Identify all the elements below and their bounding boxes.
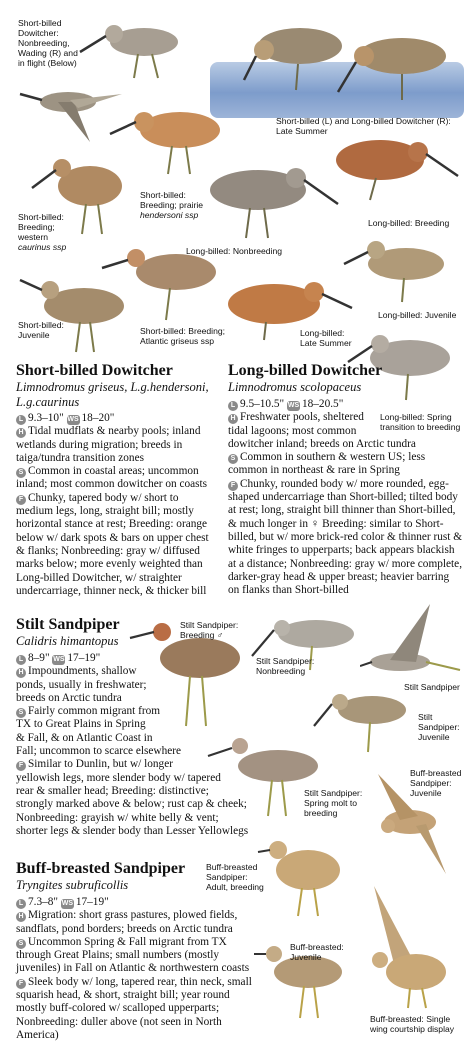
caption-long-billed-spring: Long-billed: Spring transition to breeding	[380, 412, 461, 432]
caption-long-billed-breeding: Long-billed: Breeding	[368, 218, 450, 228]
length-icon: L	[16, 415, 26, 425]
caption-short-billed-juvenile: Short-billed: Juvenile	[18, 320, 64, 340]
species-title-stilt: Stilt Sandpiper	[16, 616, 120, 633]
short-billed-nonbreeding-wading-illustration	[78, 12, 198, 84]
long-billed-breeding-illustration	[326, 132, 461, 202]
wingspan-icon: WS	[61, 900, 73, 907]
long-billed-juvenile-illustration	[342, 232, 462, 304]
buff-breasted-adult-illustration	[252, 830, 362, 920]
buff-breasted-courtship-illustration	[354, 880, 464, 1010]
wingspan-icon: WS	[53, 656, 65, 663]
caption-long-billed-juvenile: Long-billed: Juvenile	[378, 310, 457, 320]
caption-buff-juvenile-flight: Buff-breasted Sandpiper: Juvenile	[410, 768, 462, 798]
species-title-long-billed: Long-billed Dowitcher	[228, 362, 383, 379]
habitat-icon: H	[16, 912, 26, 922]
habitat-icon: H	[228, 414, 238, 424]
scientific-name-short-billed: Limnodromus griseus, L.g.hendersoni, L.g.caurinus	[16, 380, 209, 409]
field-marks-icon: F	[228, 481, 238, 491]
long-billed-nonbreeding-illustration	[196, 158, 341, 240]
status-icon: S	[228, 454, 238, 464]
length-icon: L	[16, 899, 26, 909]
species-text-buff-breasted: L 7.3–8" WS 17–19" H Migration: short grass pastures, plowed fields, sandflats, pond borders; breeds on Arctic tundra S Uncommon Spring & Fall migrant from TX through Great Plains; small numbers (mostly juveniles) in Fall on Atlantic & northwestern coasts F Sleek body w/ long, tapered rear, thin neck, small squarish head, & short, straight bill; year round mostly buff-colored w/ scalloped upperparts; Nonbreeding: duller above (not seen in North America)	[16, 896, 252, 1041]
caption-buff-courtship: Buff-breasted: Single wing courtship display	[370, 1014, 455, 1034]
caption-stilt-nonbreeding: Stilt Sandpiper: Nonbreeding	[256, 656, 315, 676]
species-text-short-billed: L 9.3–10" WS 18–20" H Tidal mudflats & nearby pools; inland wetlands during migration; breeds in taiga/tundra transition zones S Common in coastal areas; uncommon inland; most common dowitcher on coasts F Chunky, tapered body w/ short to medium legs, long, straight bill; mostly horizontal stance at rest; Breeding: orange below w/ dark spots & bars on upper chest & flanks; Nonbreeding: gray w/ diffused marks below; more evenly weighted than Long-billed Dowitcher, w/ straighter undercarriage, thinner neck, & thicker bill	[16, 412, 209, 597]
scientific-name-long-billed: Limnodromus scolopaceus	[228, 380, 362, 394]
field-marks-icon: F	[16, 761, 26, 771]
caption-buff-juvenile: Buff-breasted: Juvenile	[290, 942, 344, 962]
caption-stilt-breeding: Stilt Sandpiper: Breeding ♂	[180, 620, 239, 640]
species-text-long-billed: L 9.5–10.5" WS 18–20.5" H Freshwater pools, sheltered tidal lagoons; most common dowitcher inland; breeds on Arctic tundra S Common in southern & western US; less common in northeast & rare in Spring F Chunky, rounded body w/ more rounded, egg- shaped undercarriage than Short-billed; tilted body at rest; long, straight bill thinner than Short-billed, & much longer in ♀ Breeding: similar to Short- billed, but w/ more brick-red color & thinner rust & white fringes to upperparts; back appears blackish at a distance; Nonbreeding: gray w/ more complete, darker-gray head & upper breast; heavier barring on flanks than Short-billed	[228, 398, 463, 597]
species-title-short-billed: Short-billed Dowitcher	[16, 362, 173, 379]
field-marks-icon: F	[16, 979, 26, 989]
species-text-stilt: L 8–9" WS 17–19" H Impoundments, shallow ponds, usually in freshwater; breeds on Arctic tundra S Fairly common migrant from TX to Great Plains in Spring & Fall, & on Atlantic Coast in Fall; uncommon to scarce elsewhere F Similar to Dunlin, but w/ longer yellowish legs, more slender body w/ tapered rear & smaller head; Breeding: distinctive; strongly marked above & below; rust cap & cheek; Nonbreeding: grayish w/ white belly & vent; shorter legs & slender body than Lesser Yellowlegs	[16, 652, 249, 837]
caption-buff-adult: Buff-breasted Sandpiper: Adult, breeding	[206, 862, 264, 892]
length-icon: L	[16, 655, 26, 665]
scientific-name-stilt: Calidris himantopus	[16, 634, 119, 648]
habitat-icon: H	[16, 428, 26, 438]
caption-dowitchers-late-summer: Short-billed (L) and Long-billed Dowitcher (R): Late Summer	[276, 116, 451, 136]
status-icon: S	[16, 939, 26, 949]
caption-long-billed-nonbreeding: Long-billed: Nonbreeding	[186, 246, 283, 256]
caption-long-billed-late-summer: Long-billed: Late Summer	[300, 328, 352, 348]
caption-stilt-flight: Stilt Sandpiper	[404, 682, 460, 692]
scientific-name-buff-breasted: Tryngites subruficollis	[16, 878, 129, 892]
wingspan-icon: WS	[287, 402, 300, 409]
wingspan-icon: WS	[67, 416, 79, 423]
length-icon: L	[228, 401, 238, 411]
habitat-icon: H	[16, 668, 26, 678]
caption-short-billed-western: Short-billed: Breeding; western caurinus ssp	[18, 212, 67, 252]
field-marks-icon: F	[16, 495, 26, 505]
status-icon: S	[16, 708, 26, 718]
stilt-sandpiper-flight-illustration	[360, 600, 464, 682]
status-icon: S	[16, 468, 26, 478]
caption-stilt-spring: Stilt Sandpiper: Spring molt to breeding	[304, 788, 363, 818]
long-billed-late-summer-wading-illustration	[330, 26, 460, 106]
caption-short-billed-nonbreeding: Short-billed Dowitcher: Nonbreeding, Wading (R) and in flight (Below)	[18, 18, 78, 68]
caption-short-billed-prairie: Short-billed: Breeding; prairie hendersoni ssp	[140, 190, 204, 220]
caption-short-billed-atlantic: Short-billed: Breeding; Atlantic griseus ssp	[140, 326, 226, 346]
short-billed-juvenile-illustration	[18, 262, 136, 354]
species-title-buff-breasted: Buff-breasted Sandpiper	[16, 860, 186, 877]
caption-stilt-juvenile: Stilt Sandpiper: Juvenile	[418, 712, 460, 742]
